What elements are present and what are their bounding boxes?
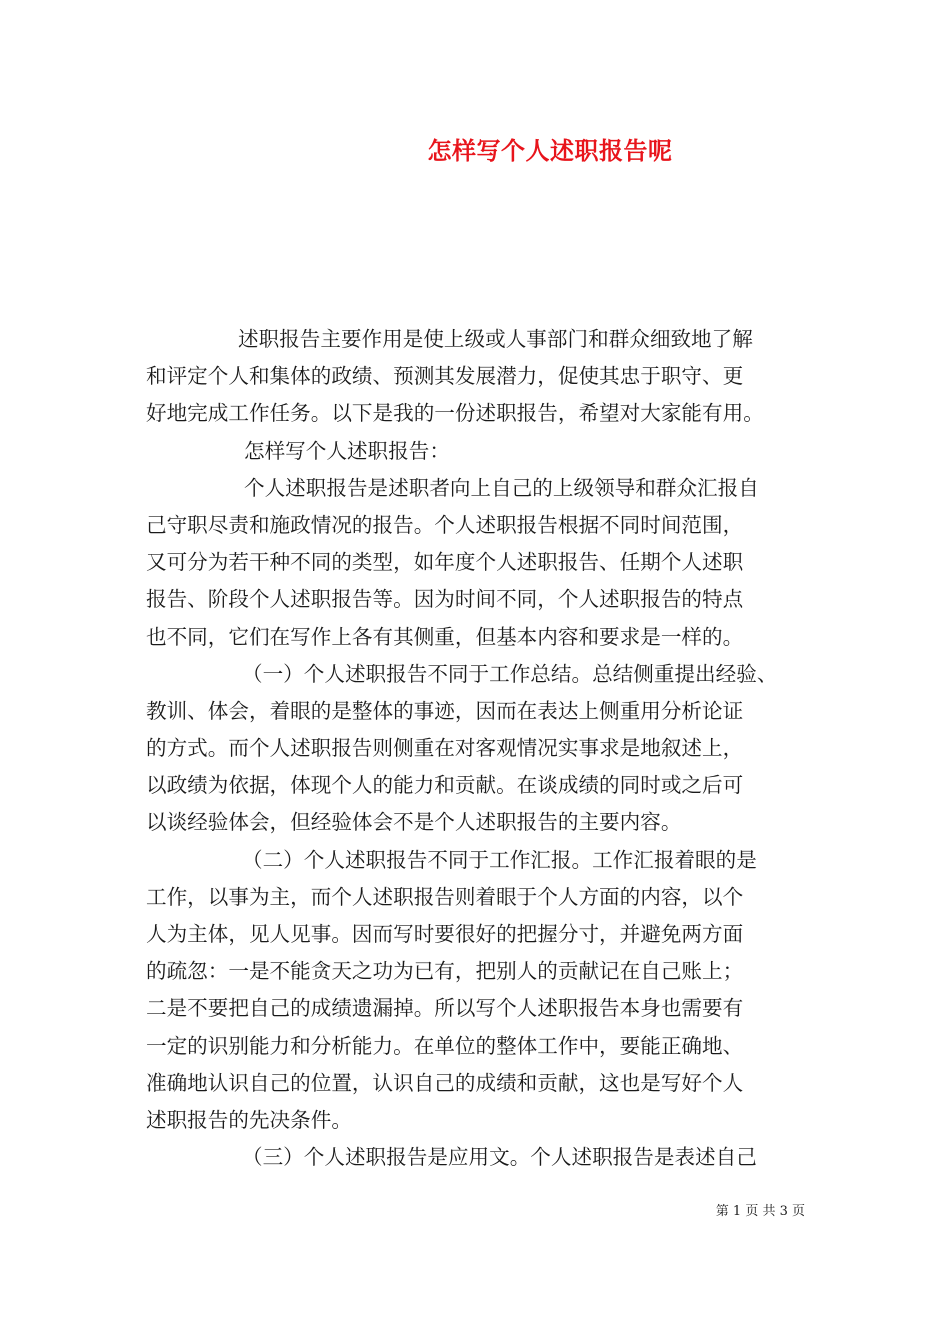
paragraph-line: 报告、阶段个人述职报告等。因为时间不同，个人述职报告的特点 — [146, 587, 744, 612]
paragraph-line: 以政绩为依据，体现个人的能力和贡献。在谈成绩的同时或之后可 — [146, 773, 744, 798]
paragraph-line: 又可分为若干种不同的类型，如年度个人述职报告、任期个人述职 — [146, 550, 744, 575]
paragraph-line: 也不同，它们在写作上各有其侧重，但基本内容和要求是一样的。 — [146, 624, 744, 649]
paragraph-line: 怎样写个人述职报告： — [244, 438, 450, 463]
paragraph-line: 人为主体，见人见事。因而写时要很好的把握分寸，并避免两方面 — [146, 922, 744, 946]
paragraph-line: 以谈经验体会，但经验体会不是个人述职报告的主要内容。 — [146, 810, 682, 835]
paragraph-line: 述职报告主要作用是使上级或人事部门和群众细致地了解 — [238, 327, 753, 351]
paragraph-line: （二）个人述职报告不同于工作汇报。工作汇报着眼的是 — [242, 847, 757, 872]
paragraph-line: 和评定个人和集体的政绩、预测其发展潜力，促使其忠于职守、更 — [146, 364, 744, 389]
paragraph-line: 准确地认识自己的位置，认识自己的成绩和贡献，这也是写好个人 — [146, 1070, 744, 1095]
paragraph-line: 述职报告的先决条件。 — [146, 1107, 352, 1132]
paragraph-line: 己守职尽责和施政情况的报告。个人述职报告根据不同时间范围， — [146, 512, 744, 537]
document-title: 怎样写个人述职报告呢 — [427, 136, 673, 165]
paragraph-line: 工作，以事为主，而个人述职报告则着眼于个人方面的内容，以个 — [146, 884, 744, 909]
paragraph-line: （一）个人述职报告不同于工作总结。总结侧重提出经验、 — [242, 661, 778, 686]
paragraph-line: 的疏忽：一是不能贪天之功为已有，把别人的贡献记在自己账上； — [146, 959, 744, 984]
document-body — [146, 321, 810, 1176]
paragraph-line: 二是不要把自己的成绩遗漏掉。所以写个人述职报告本身也需要有 — [146, 996, 744, 1021]
paragraph-line: （三）个人述职报告是应用文。个人述职报告是表述自己 — [242, 1145, 757, 1170]
paragraph-line: 教训、体会，着眼的是整体的事迹，因而在表达上侧重用分析论证 — [146, 698, 744, 723]
paragraph-line: 的方式。而个人述职报告则侧重在对客观情况实事求是地叙述上， — [146, 736, 744, 761]
paragraph-line: 一定的识别能力和分析能力。在单位的整体工作中，要能正确地、 — [146, 1033, 744, 1058]
paragraph-line: 好地完成工作任务。以下是我的一份述职报告，希望对大家能有用。 — [146, 401, 764, 426]
page-number-footer: 第 1 页 共 3 页 — [715, 1204, 805, 1219]
paragraph-line: 个人述职报告是述职者向上自己的上级领导和群众汇报自 — [244, 475, 759, 500]
